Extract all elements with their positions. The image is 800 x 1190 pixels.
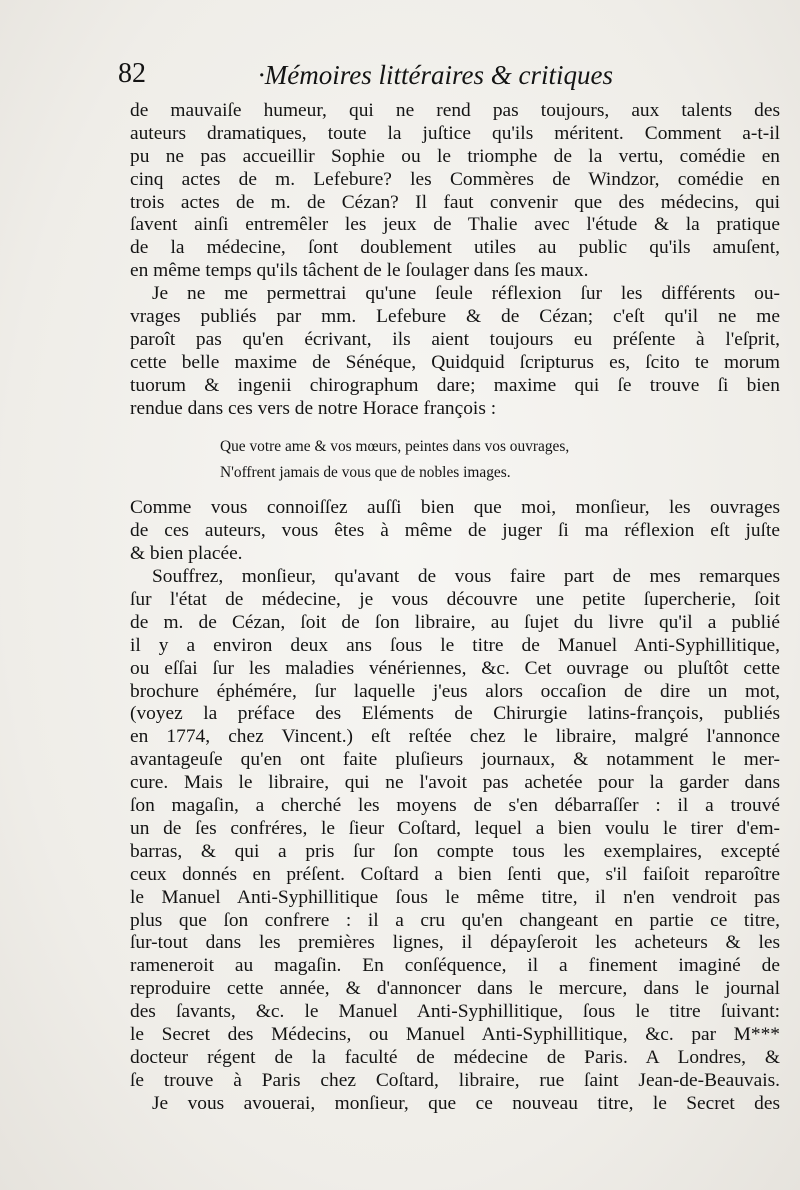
text-line: de mauvaiſe humeur, qui ne rend pas toujours, aux talents des bbox=[130, 100, 780, 121]
text-line: & bien placée. bbox=[130, 543, 243, 565]
text-line: ſavent ainſi entremêler les jeux de Thalie avec l'étude & la pratique bbox=[130, 214, 780, 236]
text-line: en 1774, chez Vincent.) eſt reſtée chez le libraire, malgré l'annonce bbox=[130, 726, 780, 748]
text-line: auteurs dramatiques, toute la juſtice qu'ils méritent. Comment a-t-il bbox=[130, 122, 780, 144]
text-line: ſe trouve à Paris chez Coſtard, libraire, rue ſaint Jean-de-Beauvais. bbox=[130, 1069, 780, 1091]
text-line: avantageuſe qu'en ont faite pluſieurs journaux, & notamment le mer- bbox=[130, 749, 780, 771]
text-line: Je ne me permettrai qu'une ſeule réflexion ſur les différents ou- bbox=[152, 283, 780, 305]
text-line: pu ne pas accueillir Sophie ou le triomphe de la vertu, comédie en bbox=[130, 145, 780, 167]
text-line: Comme vous connoiſſez auſſi bien que moi, monſieur, les ouvrages bbox=[130, 497, 780, 519]
text-line: des ſavants, &c. le Manuel Anti-Syphillitique, ſous le titre ſuivant: bbox=[130, 1001, 780, 1023]
text-line: en même temps qu'ils tâchent de le ſoulager dans ſes maux. bbox=[130, 260, 589, 282]
text-line: Je vous avouerai, monſieur, que ce nouveau titre, le Secret des bbox=[152, 1092, 780, 1114]
text-line: ſur l'état de médecine, je vous découvre une petite ſupercherie, ſoit bbox=[130, 589, 780, 611]
verse-line: Que votre ame & vos mœurs, peintes dans vos ouvrages, bbox=[220, 438, 570, 456]
text-line: barras, & qui a pris ſur ſon compte tous les exemplaires, excepté bbox=[130, 840, 780, 862]
text-line: trois actes de m. de Cézan? Il faut convenir que des médecins, qui bbox=[130, 191, 780, 213]
text-line: Souffrez, monſieur, qu'avant de vous faire part de mes remarques bbox=[152, 566, 780, 588]
verse-quotation bbox=[220, 436, 690, 483]
text-line: cure. Mais le libraire, qui ne l'avoit pas achetée pour la garder dans bbox=[130, 772, 780, 794]
text-line: il y a environ deux ans ſous le titre de Manuel Anti-Syphillitique, bbox=[130, 634, 780, 656]
text-line: plus que ſon confrere : il a cru qu'en changeant en partie ce titre, bbox=[130, 909, 780, 931]
text-line: rendue dans ces vers de notre Horace françois : bbox=[130, 397, 497, 419]
text-line: ſur-tout dans les premières lignes, il dépayſeroit les acheteurs & les bbox=[130, 932, 780, 954]
text-line: le Secret des Médecins, ou Manuel Anti-Syphillitique, &c. par M*** bbox=[130, 1023, 780, 1045]
text-line: de m. de Cézan, ſoit de ſon libraire, au ſujet du livre qu'il a publié bbox=[130, 611, 780, 633]
text-line: ou eſſai ſur les maladies vénériennes, &c. Cet ouvrage ou pluſtôt cette bbox=[130, 657, 780, 679]
text-line: de la médecine, ſont doublement utiles au public qu'ils amuſent, bbox=[130, 237, 780, 259]
running-title: ·Mémoires littéraires & critiques bbox=[258, 60, 613, 90]
text-line: cette belle maxime de Sénéque, Quidquid ſcripturus es, ſcito te morum bbox=[130, 351, 780, 373]
page-header bbox=[118, 58, 678, 98]
page-number: 82 bbox=[118, 58, 146, 89]
text-line: ceux donnés en préſent. Coſtard a bien ſenti que, s'il faiſoit reparoître bbox=[130, 863, 780, 885]
text-line: (voyez la préface des Eléments de Chirurgie latins-françois, publiés bbox=[130, 703, 780, 725]
text-line: de ces auteurs, vous êtes à même de juger ſi ma réflexion eſt juſte bbox=[130, 520, 780, 542]
text-line: brochure éphémére, ſur laquelle j'eus alors occaſion de dire un mot, bbox=[130, 680, 780, 702]
text-line: paroît pas qu'en écrivant, ils aient toujours eu préſente à l'eſprit, bbox=[130, 328, 780, 350]
text-line: un de ſes confréres, le ſieur Coſtard, lequel a bien voulu le tirer d'em- bbox=[130, 817, 780, 839]
text-line: docteur régent de la faculté de médecine de Paris. A Londres, & bbox=[130, 1046, 780, 1068]
text-line: ſon magaſin, a cherché les moyens de s'en débarraſſer : il a trouvé bbox=[130, 795, 780, 817]
body-text bbox=[130, 100, 780, 1116]
text-line: tuorum & ingenii chirographum dare; maxime qui ſe trouve ſi bien bbox=[130, 374, 780, 396]
text-line: le Manuel Anti-Syphillitique ſous le même titre, il n'en vendroit pas bbox=[130, 886, 780, 908]
verse-line: N'offrent jamais de vous que de nobles images. bbox=[220, 464, 511, 482]
text-line: vrages publiés par mm. Lefebure & de Cézan; c'eſt qu'il ne me bbox=[130, 306, 780, 328]
text-line: rameneroit au magaſin. En conſéquence, il a finement imaginé de bbox=[130, 955, 780, 977]
text-line: reproduire cette année, & d'annoncer dans le mercure, dans le journal bbox=[130, 978, 780, 1000]
text-line: cinq actes de m. Lefebure? les Commères de Windzor, comédie en bbox=[130, 168, 780, 190]
